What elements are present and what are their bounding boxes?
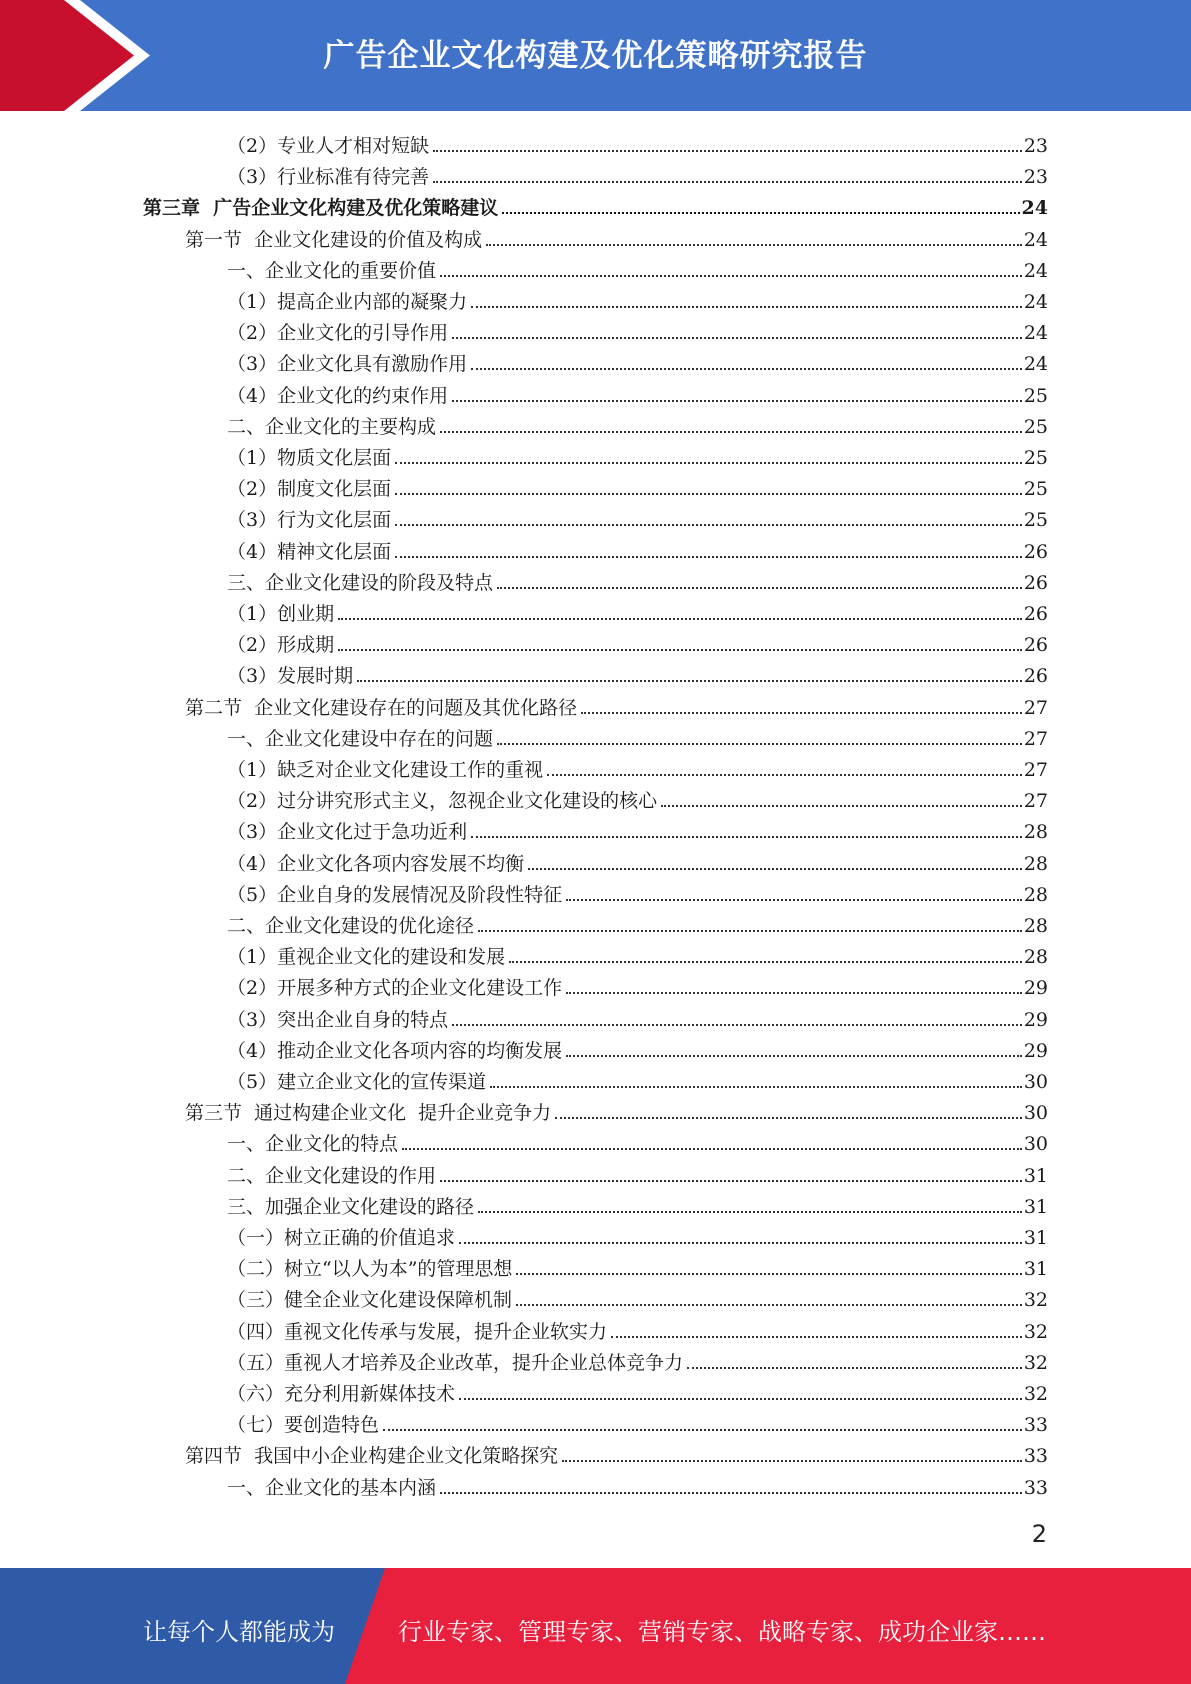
toc-dot-leader: [497, 743, 1022, 745]
toc-entry[interactable]: [227, 564, 1048, 594]
toc-entry-page: 31: [1023, 1258, 1048, 1281]
toc-entry-page: 31: [1023, 1164, 1048, 1187]
toc-entry[interactable]: [227, 1313, 1048, 1343]
toc-entry[interactable]: [227, 907, 1048, 937]
toc-dot-leader: [497, 587, 1022, 589]
toc-entry-page: 32: [1023, 1320, 1048, 1343]
toc-entry[interactable]: [227, 1188, 1048, 1218]
toc-dot-leader: [459, 1398, 1022, 1400]
toc-entry-page: 27: [1023, 759, 1048, 781]
toc-dot-leader: [516, 1304, 1022, 1306]
toc-entry[interactable]: [227, 1001, 1048, 1031]
toc-entry-label: （2）专业人才相对短缺: [227, 135, 430, 157]
toc-entry[interactable]: [227, 1250, 1048, 1280]
toc-dot-leader: [661, 805, 1022, 807]
toc-dot-leader: [440, 275, 1022, 277]
toc-entry-label: （2）制度文化层面: [227, 478, 392, 501]
footer-slogan-right: 行业专家、管理专家、营销专家、战略专家、成功企业家……: [398, 1618, 1046, 1646]
toc-entry-label: 二、企业文化的主要构成: [227, 415, 437, 438]
toc-entry-page: 25: [1023, 384, 1048, 407]
toc-entry-label: 第四节 我国中小企业构建企业文化策略探究: [185, 1445, 559, 1468]
toc-entry-page: 28: [1023, 883, 1048, 906]
toc-entry-label: （六）充分利用新媒体技术: [227, 1383, 456, 1405]
toc-entry-label: 一、企业文化的重要价值: [227, 259, 437, 282]
toc-entry[interactable]: [227, 751, 1048, 781]
toc-entry-page: 31: [1023, 1195, 1048, 1218]
toc-entry[interactable]: [227, 1063, 1048, 1093]
toc-entry[interactable]: [227, 813, 1048, 843]
toc-dot-leader: [471, 368, 1022, 370]
toc-dot-leader: [395, 556, 1022, 558]
toc-entry-page: 25: [1023, 415, 1048, 438]
toc-entry[interactable]: [227, 1157, 1048, 1187]
toc-entry-page: 25: [1023, 478, 1048, 501]
toc-dot-leader: [433, 181, 1022, 183]
toc-entry-page: 30: [1023, 1102, 1048, 1125]
toc-entry-label: （五）重视人才培养及企业改革，提升企业总体竞争力: [227, 1351, 684, 1374]
toc-entry-label: 一、企业文化建设中存在的问题: [227, 727, 494, 750]
toc-entry-page: 24: [1023, 228, 1048, 251]
toc-entry-label: （1）创业期: [227, 603, 335, 625]
toc-dot-leader: [566, 899, 1022, 901]
toc-entry-page: 33: [1023, 1445, 1048, 1468]
toc-entry[interactable]: [227, 470, 1048, 500]
toc-entry[interactable]: [227, 439, 1048, 469]
toc-entry-label: （2）开展多种方式的企业文化建设工作: [227, 977, 563, 1000]
toc-entry-page: 29: [1023, 1039, 1048, 1062]
toc-dot-leader: [562, 1460, 1022, 1462]
toc-dot-leader: [440, 1180, 1022, 1182]
toc-entry[interactable]: [227, 720, 1048, 750]
toc-entry[interactable]: [227, 626, 1048, 656]
toc-entry-label: 第一节 企业文化建设的价值及构成: [185, 228, 483, 251]
toc-entry-page: 27: [1023, 727, 1048, 750]
toc-entry-page: 33: [1023, 1476, 1048, 1499]
toc-entry-page: 30: [1023, 1133, 1048, 1156]
toc-entry-label: （3）企业文化具有激励作用: [227, 353, 468, 376]
page-header: [0, 0, 1191, 111]
toc-entry[interactable]: [227, 1125, 1048, 1155]
toc-entry-page: 24: [1023, 353, 1048, 376]
page-footer: [0, 1568, 1191, 1684]
toc-entry[interactable]: [227, 345, 1048, 375]
toc-entry-label: （4）企业文化的约束作用: [227, 384, 449, 407]
toc-entry-label: 三、加强企业文化建设的路径: [227, 1195, 475, 1218]
toc-entry[interactable]: [227, 533, 1048, 563]
toc-entry-page: 28: [1023, 946, 1048, 969]
toc-entry[interactable]: [227, 1281, 1048, 1311]
toc-entry[interactable]: [227, 1469, 1048, 1499]
toc-entry-page: 30: [1023, 1071, 1048, 1093]
toc-dot-leader: [357, 680, 1022, 682]
toc-entry-page: 25: [1023, 509, 1048, 532]
toc-dot-leader: [478, 930, 1022, 932]
toc-entry-page: 23: [1023, 135, 1048, 157]
toc-entry-page: 26: [1023, 571, 1048, 594]
toc-entry-page: 28: [1023, 852, 1048, 875]
toc-entry-page: 26: [1023, 540, 1048, 563]
toc-entry[interactable]: [227, 1375, 1048, 1405]
toc-entry[interactable]: [227, 845, 1048, 875]
toc-entry[interactable]: [227, 283, 1048, 313]
toc-dot-leader: [502, 212, 1019, 214]
toc-entry-label: 二、企业文化建设的作用: [227, 1164, 437, 1187]
toc-dot-leader: [440, 431, 1022, 433]
toc-entry-label: （2）形成期: [227, 634, 335, 657]
toc-dot-leader: [581, 712, 1022, 714]
toc-dot-leader: [433, 150, 1022, 152]
toc-entry[interactable]: [185, 1437, 1048, 1467]
toc-entry[interactable]: [227, 938, 1048, 968]
toc-entry[interactable]: [227, 377, 1048, 407]
toc-entry-page: 29: [1023, 1008, 1048, 1031]
toc-entry-label: 第二节 企业文化建设存在的问题及其优化路径: [185, 696, 578, 719]
toc-entry-label: （5）建立企业文化的宣传渠道: [227, 1071, 487, 1093]
toc-entry[interactable]: [227, 657, 1048, 687]
toc-entry-page: 24: [1021, 197, 1048, 220]
toc-entry-label: （4）推动企业文化各项内容的均衡发展: [227, 1039, 563, 1062]
toc-entry-label: （1）缺乏对企业文化建设工作的重视: [227, 759, 544, 781]
footer-slogan-left: 让每个人都能成为: [143, 1618, 335, 1646]
toc-entry-label: （3）突出企业自身的特点: [227, 1008, 449, 1031]
toc-entry-page: 24: [1023, 322, 1048, 345]
toc-dot-leader: [452, 1024, 1022, 1026]
toc-dot-leader: [440, 1492, 1022, 1494]
toc-dot-leader: [395, 493, 1022, 495]
toc-dot-leader: [395, 524, 1022, 526]
toc-entry[interactable]: [227, 408, 1048, 438]
toc-entry-label: （2）企业文化的引导作用: [227, 322, 449, 345]
toc-entry-label: （三）健全企业文化建设保障机制: [227, 1289, 513, 1312]
toc-entry-label: （3）行业标准有待完善: [227, 166, 430, 189]
toc-entry-page: 24: [1023, 291, 1048, 313]
toc-dot-leader: [516, 1273, 1021, 1275]
toc-entry-page: 28: [1023, 915, 1048, 937]
toc-dot-leader: [555, 1117, 1022, 1119]
toc-entry[interactable]: [227, 595, 1048, 625]
toc-entry-page: 29: [1023, 977, 1048, 1000]
toc-entry-label: （4）企业文化各项内容发展不均衡: [227, 852, 525, 875]
toc-entry-label: （4）精神文化层面: [227, 540, 392, 563]
toc-entry-page: 26: [1023, 603, 1048, 625]
toc-entry-page: 27: [1023, 696, 1048, 719]
toc-entry-page: 28: [1023, 821, 1048, 844]
toc-dot-leader: [611, 1336, 1022, 1338]
toc-entry-label: （1）物质文化层面: [227, 447, 392, 469]
toc-dot-leader: [490, 1086, 1022, 1088]
toc-entry-page: 26: [1023, 665, 1048, 688]
toc-entry-label: 一、企业文化的基本内涵: [227, 1476, 437, 1499]
toc-entry-label: （3）行为文化层面: [227, 509, 392, 532]
toc-dot-leader: [566, 1055, 1022, 1057]
toc-entry-page: 32: [1023, 1289, 1048, 1312]
toc-entry-page: 33: [1023, 1414, 1048, 1437]
toc-entry[interactable]: [227, 1406, 1048, 1436]
toc-entry[interactable]: [227, 782, 1048, 812]
toc-entry-label: （1）提高企业内部的凝聚力: [227, 291, 468, 313]
toc-entry[interactable]: [185, 221, 1048, 251]
toc-entry[interactable]: [143, 189, 1048, 219]
toc-entry-page: 32: [1023, 1351, 1048, 1374]
toc-entry[interactable]: [227, 1219, 1048, 1249]
toc-entry[interactable]: [185, 1094, 1048, 1124]
toc-dot-leader: [486, 244, 1022, 246]
toc-dot-leader: [528, 868, 1022, 870]
toc-entry-label: 三、企业文化建设的阶段及特点: [227, 571, 494, 594]
toc-entry-label: 第三节 通过构建企业文化 提升企业竞争力: [185, 1102, 552, 1125]
toc-dot-leader: [452, 400, 1022, 402]
toc-entry-page: 26: [1023, 634, 1048, 657]
toc-entry-label: （七）要创造特色: [227, 1414, 380, 1437]
toc-dot-leader: [478, 1211, 1022, 1213]
toc-entry-page: 32: [1023, 1383, 1048, 1405]
toc-entry[interactable]: [227, 1344, 1048, 1374]
toc-entry-page: 23: [1023, 166, 1048, 189]
toc-entry-label: （3）企业文化过于急功近利: [227, 821, 468, 844]
toc-entry[interactable]: [227, 876, 1048, 906]
toc-entry[interactable]: [227, 969, 1048, 999]
toc-dot-leader: [452, 337, 1022, 339]
toc-entry-label: （2）过分讲究形式主义，忽视企业文化建设的核心: [227, 790, 658, 813]
toc-entry-page: 25: [1023, 447, 1048, 469]
toc-entry-label: （3）发展时期: [227, 665, 354, 688]
toc-entry[interactable]: [227, 501, 1048, 531]
toc-dot-leader: [471, 836, 1022, 838]
toc-entry-label: （一）树立正确的价值追求: [227, 1227, 456, 1249]
toc-dot-leader: [338, 618, 1022, 620]
toc-entry-label: （四）重视文化传承与发展，提升企业软实力: [227, 1320, 608, 1343]
toc-entry[interactable]: [227, 252, 1048, 282]
toc-entry-label: 第三章 广告企业文化构建及优化策略建议: [143, 197, 499, 220]
toc-entry[interactable]: [185, 689, 1048, 719]
toc-dot-leader: [471, 306, 1022, 308]
toc-dot-leader: [395, 462, 1022, 464]
toc-dot-leader: [566, 992, 1022, 994]
toc-dot-leader: [383, 1429, 1022, 1431]
toc-entry[interactable]: [227, 314, 1048, 344]
toc-dot-leader: [338, 649, 1022, 651]
header-title: 广告企业文化构建及优化策略研究报告: [323, 38, 868, 74]
toc-entry-label: 一、企业文化的特点: [227, 1133, 399, 1156]
toc-entry-label: （5）企业自身的发展情况及阶段性特征: [227, 883, 563, 906]
toc-dot-leader: [459, 1242, 1022, 1244]
toc-entry[interactable]: [227, 158, 1048, 188]
toc-entry-label: （1）重视企业文化的建设和发展: [227, 946, 506, 969]
toc-dot-leader: [687, 1367, 1022, 1369]
toc-dot-leader: [402, 1148, 1022, 1150]
toc-entry-page: 31: [1023, 1227, 1048, 1249]
toc-entry[interactable]: [227, 1032, 1048, 1062]
toc-dot-leader: [509, 961, 1022, 963]
toc-entry-label: （二）树立“以人为本”的管理思想: [227, 1258, 513, 1281]
toc-entry-label: 二、企业文化建设的优化途径: [227, 915, 475, 937]
page-number: 2: [1031, 1520, 1047, 1548]
toc-entry-page: 24: [1023, 259, 1048, 282]
toc-entry[interactable]: [227, 127, 1048, 157]
toc-entry-page: 27: [1023, 790, 1048, 813]
toc-dot-leader: [547, 774, 1022, 776]
